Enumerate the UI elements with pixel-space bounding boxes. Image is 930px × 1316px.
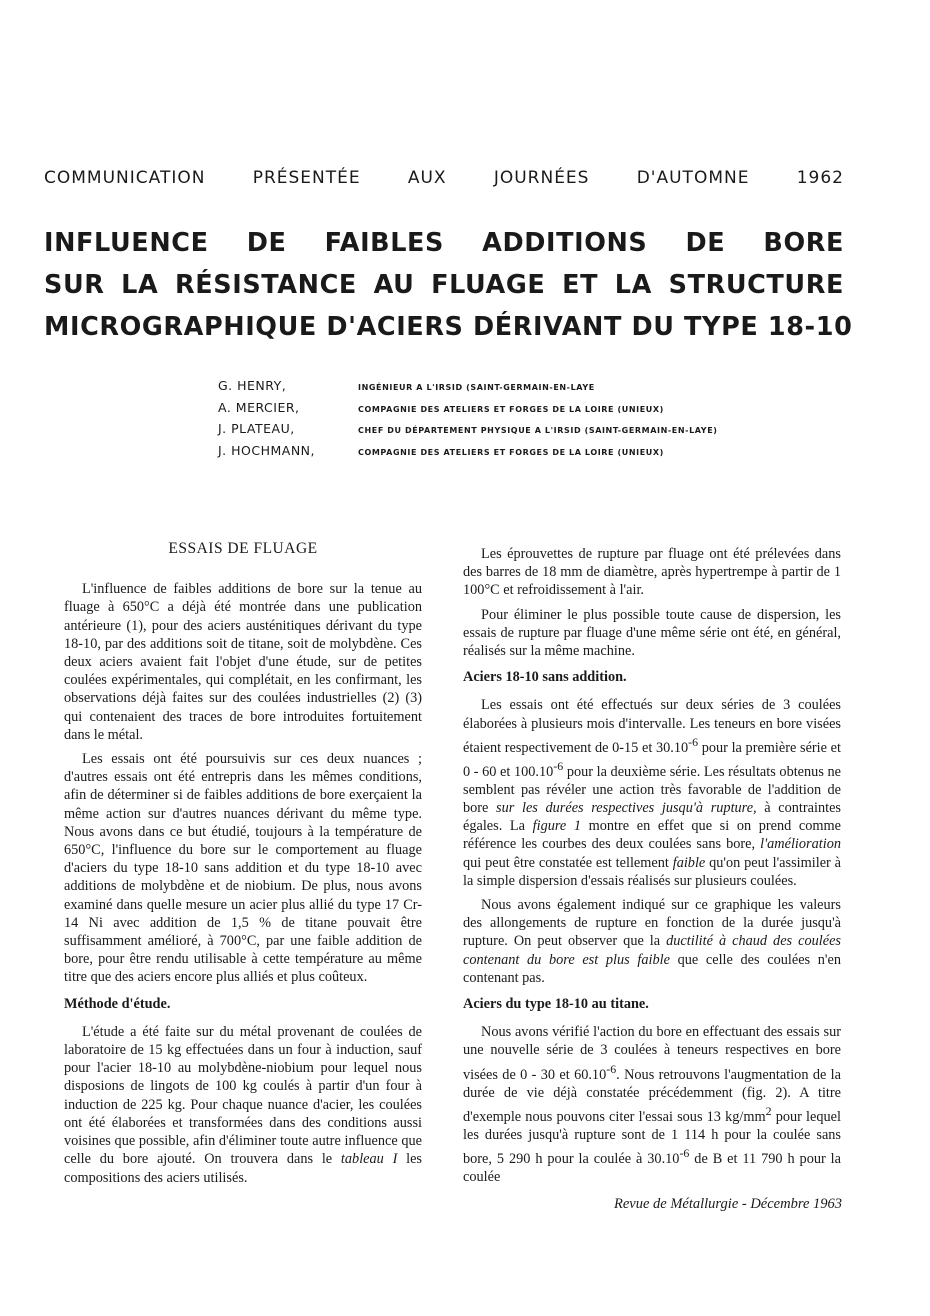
article-title [44,222,853,348]
subsection-heading: Aciers 18-10 sans addition. [463,669,627,686]
text-run: qui peut être constatée est tellement [463,854,673,871]
author-affiliation: INGÉNIEUR A L'IRSID (SAINT-GERMAIN-EN-LAYE [358,383,595,392]
paragraph: Les essais ont été poursuivis sur ces deux nuances ; d'autres essais ont été entrepris dans les mêmes conditions, afin de déterminer si de faibles additions de bore exerçaient la même action sur d'autres nuances dérivant du même type. Nous avons dans ce but étudié, toujours à la température de 650°C, l'influence du bore sur le comportement au fluage d'aciers du type 18-10 sans addition et du type 18-10 avec additions de molybdène et de niobium. De plus, nous avons examiné dans quelle mesure un acier plus allié du type 17 Cr-14 Ni avec addition de 1,5 % de titane pouvait être suffisamment amélioré, à 700°C, par une faible addition de bore, pour être rendu utilisable à cette température au même titre que des aciers encore plus alliés et plus coûteux. [64,751,422,986]
italic-run: l'amélioration [760,836,841,853]
header-word: COMMUNICATION [44,168,206,188]
subsection-heading: Aciers du type 18-10 au titane. [463,996,649,1012]
italic-run: faible [672,854,706,871]
header-word: AUX [407,168,447,188]
text-run: . Nous retrouvons l'augmentation de la durée de vie déjà constatée précédemment (fig. 2). A titre d'exemple nous pouvons citer l'essai sous 13 kg/mm [463,1066,841,1125]
author-row [218,421,818,443]
author-name: J. PLATEAU, [218,421,295,436]
paragraph [64,1023,422,1187]
text-run: Nous avons également indiqué sur ce graphique les valeurs des allongements de rupture en fonction de la durée jusqu'à rupture. On peut observer que la [463,896,841,950]
text-run: de B et 11 790 h pour la coulée [463,1150,841,1185]
paragraph [463,696,841,890]
section-title: ESSAIS DE FLUAGE [168,540,318,557]
header-word: PRÉSENTÉE [252,168,361,188]
title-line-2: SUR LA RÉSISTANCE AU FLUAGE ET LA STRUCTURE [44,270,844,300]
journal-footer: Revue de Métallurgie - Décembre 1963 [613,1196,842,1212]
author-row [218,378,818,400]
text-run: à contraintes égales. La [463,799,841,835]
text-run: L'étude a été faite sur du métal provenant de coulées de laboratoire de 15 kg effectuées dans un four à induction, sauf pour l'acier 18-10 au molybdène-niobium pour lequel nous disposions de lingots de 100 kg coulés à partir d'un four à induction de 225 kg. Pour chaque nuance d'acier, les coulées ont été élaborées et transformées dans des conditions aussi voisines que possible, afin d'éliminer toute autre influence que celle du bore ajouté. On trouvera dans le [64,1023,422,1168]
title-line-1: INFLUENCE DE FAIBLES ADDITIONS DE BORE [44,228,844,258]
paragraph: Pour éliminer le plus possible toute cause de dispersion, les essais de rupture par fluage d'une même série ont été, en général, réalisés sur la même machine. [463,606,841,660]
author-row [218,400,818,422]
paragraph [463,1023,841,1186]
author-name: J. HOCHMANN, [218,442,316,458]
author-affiliation: COMPAGNIE DES ATELIERS ET FORGES DE LA LOIRE (UNIEUX) [358,447,664,457]
italic-run: tableau I [340,1151,398,1168]
author-list [218,378,818,464]
author-name: G. HENRY, [218,378,287,393]
text-run: Les essais ont été effectués sur deux séries de 3 coulées élaborées à plusieurs mois d'intervalle. Les teneurs en bore visées étaient respectivement de 0-15 et 30.10 [463,697,841,756]
italic-run: ductilité à chaud des coulées contenant du bore est plus faible [463,933,841,968]
italic-run: figure 1 [532,818,582,835]
paragraph: L'influence de faibles additions de bore sur la tenue au fluage à 650°C a déjà été montrée dans une publication antérieure (1), pour des aciers austénitiques dérivant du type 18-10, par des additions soit de titane, soit de molybdène. Ces deux aciers avaient fait l'objet d'une étude, sur de petites coulées expérimentales, qui complétait, en les confirmant, les observations déjà faites sur des coulées industrielles (2) (3) qui contenaient des traces de bore introduites fortuitement dans le métal. [64,581,422,743]
paragraph [463,896,841,987]
left-column [64,540,422,1193]
text-run: qu'on peut l'assimiler à la simple dispersion d'essais réalisés sur plusieurs coulées. [463,854,841,889]
paragraph: Les éprouvettes de rupture par fluage ont été prélevées dans des barres de 18 mm de diamètre, après hypertrempe à partir de 1 100°C et refroidissement à l'air. [463,546,841,599]
subsection-heading: Méthode d'étude. [64,995,171,1012]
title-line-3: MICROGRAPHIQUE D'ACIERS DÉRIVANT DU TYPE 18-10 [44,312,853,342]
superscript: -6 [679,1145,690,1160]
conference-header [44,168,844,188]
header-word: D'AUTOMNE [636,168,750,188]
text-run: que celle des coulées n'en contenant pas. [463,951,841,986]
author-affiliation: COMPAGNIE DES ATELIERS ET FORGES DE LA LOIRE (UNIEUX) [358,404,664,414]
right-column [463,545,841,1192]
text-run: Nous avons vérifié l'action du bore en effectuant des essais sur une nouvelle série de 3 coulées à teneurs respectives en bore visées de 0 - 30 et 60.10 [463,1024,841,1083]
superscript: 2 [765,1103,772,1118]
text-run: pour la première série et 0 - 60 et 100.10 [463,739,841,780]
author-affiliation: CHEF DU DÉPARTEMENT PHYSIQUE A L'IRSID (SAINT-GERMAIN-EN-LAYE) [358,426,718,435]
italic-run: sur les durées respectives jusqu'à rupture, [496,799,757,816]
author-name: A. MERCIER, [218,399,300,415]
text-run: pour la deuxième série. Les résultats obtenus ne semblent pas révéler une action très favorable de l'addition de bore [463,763,841,816]
text-run: les compositions des aciers utilisés. [64,1151,422,1186]
header-word: JOURNÉES [493,168,590,188]
superscript: -6 [553,758,564,773]
text-run: montre en effet que si on prend comme référence les courbes des deux coulées sans bore, [463,818,841,853]
superscript: -6 [688,734,699,749]
header-word: 1962 [796,168,844,188]
superscript: -6 [606,1061,617,1076]
text-run: pour lequel les durées jusqu'à rupture sont de 1 114 h pour la coulée sans bore, 5 290 h pour la coulée à 30.10 [463,1108,841,1167]
author-row [218,443,818,465]
